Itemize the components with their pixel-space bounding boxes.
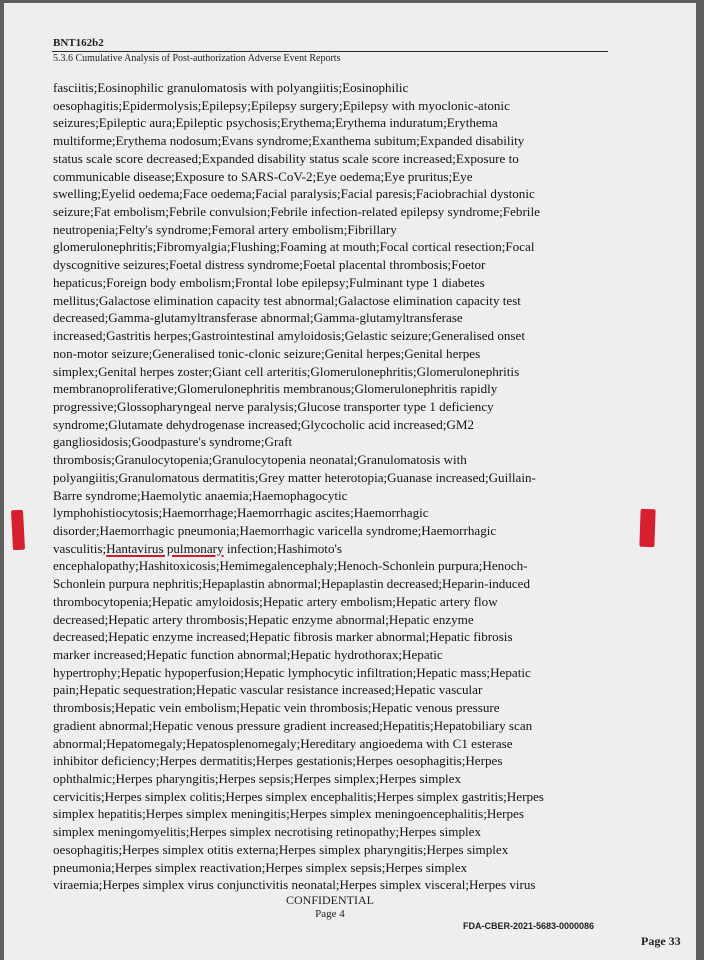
text-line: seizures;Epileptic aura;Epileptic psychosis;Erythema;Erythema induratum;Erythema: [53, 115, 498, 131]
header-divider: [52, 51, 608, 52]
text-line: Barre syndrome;Haemolytic anaemia;Haemophagocytic: [53, 487, 348, 503]
text-line: gradient abnormal;Hepatic venous pressure gradient increased;Hepatitis;Hepatobiliary scan: [53, 717, 533, 733]
text-line: membranoproliferative;Glomerulonephritis membranous;Glomerulonephritis rapidly: [53, 381, 498, 397]
text-line: decreased;Hepatic artery thrombosis;Hepatic enzyme abnormal;Hepatic enzyme: [53, 611, 474, 627]
bates-number: FDA-CBER-2021-5683-0000086: [463, 921, 595, 931]
text-line: gangliosidosis;Goodpasture's syndrome;Graft: [53, 434, 293, 450]
text-line: mellitus;Galactose elimination capacity test abnormal;Galactose elimination capacity test: [53, 292, 521, 308]
text-line: simplex hepatitis;Herpes simplex meningitis;Herpes simplex meningoencephalitis;Herpes: [53, 806, 524, 822]
text-line: encephalopathy;Hashitoxicosis;Hemimegalencephaly;Henoch-Schonlein purpura;Henoch-: [53, 558, 528, 574]
text-line: thrombosis;Granulocytopenia;Granulocytopenia neonatal;Granulomatosis with: [53, 452, 467, 468]
text-line: hypertrophy;Hepatic hypoperfusion;Hepatic lymphocytic infiltration;Hepatic mass;Hepatic: [53, 664, 531, 680]
text-line: status scale score decreased;Expanded disability status scale score increased;Exposure to: [53, 150, 519, 166]
text-line: decreased;Hepatic enzyme increased;Hepatic fibrosis marker abnormal;Hepatic fibrosis: [53, 629, 513, 645]
text-line: hepaticus;Foreign body embolism;Frontal lobe epilepsy;Fulminant type 1 diabetes: [53, 274, 485, 290]
text-line: disorder;Haemorrhagic pneumonia;Haemorrhagic varicella syndrome;Haemorrhagic: [53, 522, 497, 538]
text-line: dyscognitive seizures;Foetal distress syndrome;Foetal placental thrombosis;Foetor: [53, 257, 486, 273]
text-line: viraemia;Herpes simplex virus conjunctivitis neonatal;Herpes simplex visceral;Herpes virus: [53, 877, 536, 893]
text-line: polyangiitis;Granulomatous dermatitis;Grey matter heterotopia;Guanase increased;Guillain-: [53, 469, 536, 485]
page-edge-shadow: [696, 0, 704, 960]
text-line: Schonlein purpura nephritis;Hepaplastin abnormal;Hepaplastin decreased;Heparin-induced: [53, 576, 531, 592]
text-line: decreased;Gamma-glutamyltransferase abnormal;Gamma-glutamyltransferase: [53, 310, 463, 326]
text-line: ophthalmic;Herpes pharyngitis;Herpes sepsis;Herpes simplex;Herpes simplex: [53, 771, 462, 787]
red-marker-right: [639, 509, 655, 548]
red-marker-left: [11, 510, 25, 551]
text-line: thrombocytopenia;Hepatic amyloidosis;Hepatic artery embolism;Hepatic artery flow: [53, 593, 498, 609]
text-line: syndrome;Glutamate dehydrogenase increased;Glycocholic acid increased;GM2: [53, 416, 475, 432]
text-line: progressive;Glossopharyngeal nerve paralysis;Glucose transporter type 1 deficiency: [53, 398, 494, 414]
adverse-event-list: [53, 79, 613, 894]
text-line: communicable disease;Exposure to SARS-CoV-2;Eye oedema;Eye pruritus;Eye: [53, 168, 473, 184]
text-line: non-motor seizure;Generalised tonic-clonic seizure;Genital herpes;Genital herpes: [53, 345, 481, 361]
text-line: thrombosis;Hepatic vein embolism;Hepatic vein thrombosis;Hepatic venous pressure: [53, 700, 500, 716]
text-line: seizure;Fat embolism;Febrile convulsion;Febrile infection-related epilepsy syndrome;Febrile: [53, 204, 540, 220]
text-line: pneumonia;Herpes simplex reactivation;Herpes simplex sepsis;Herpes simplex: [53, 859, 468, 875]
text-line: neutropenia;Felty's syndrome;Femoral artery embolism;Fibrillary: [53, 221, 397, 237]
text-line: simplex meningomyelitis;Herpes simplex necrotising retinopathy;Herpes simplex: [53, 824, 482, 840]
outer-page-number: Page 33: [641, 934, 681, 948]
text-line: lymphohistiocytosis;Haemorrhage;Haemorrhagic ascites;Haemorrhagic: [53, 505, 429, 521]
text-line: oesophagitis;Epidermolysis;Epilepsy;Epilepsy surgery;Epilepsy with myoclonic-atonic: [53, 97, 510, 113]
text-line: marker increased;Hepatic function abnormal;Hepatic hydrothorax;Hepatic: [53, 647, 443, 662]
text-line: inhibitor deficiency;Herpes dermatitis;Herpes gestationis;Herpes oesophagitis;Herpes: [53, 753, 503, 769]
text-line: simplex;Genital herpes zoster;Giant cell arteritis;Glomerulonephritis;Glomerulonephritis: [53, 363, 520, 379]
page-number: Page 4: [315, 908, 345, 920]
text-line: pain;Hepatic sequestration;Hepatic vascular resistance increased;Hepatic vascular: [53, 682, 483, 698]
highlight-line-before: vasculitis;: [53, 540, 107, 556]
text-line: swelling;Eyelid oedema;Face oedema;Facial paralysis;Facial paresis;Faciobrachial dystonic: [53, 186, 535, 202]
highlight-line-after: infection;Hashimoto's: [223, 540, 342, 556]
text-line: abnormal;Hepatomegaly;Hepatosplenomegaly;Hereditary angioedema with C1 esterase: [53, 735, 513, 751]
text-line: multiforme;Erythema nodosum;Evans syndrome;Exanthema subitum;Expanded disability: [53, 133, 525, 149]
text-line: oesophagitis;Herpes simplex otitis externa;Herpes simplex pharyngitis;Herpes simplex: [53, 841, 509, 857]
underlined-term: Hantavirus pulmonary: [106, 540, 224, 556]
text-line: fasciitis;Eosinophilic granulomatosis with polyangiitis;Eosinophilic: [53, 80, 409, 95]
text-line: glomerulonephritis;Fibromyalgia;Flushing;Foaming at mouth;Focal cortical resection;Focal: [53, 239, 535, 255]
section-title: 5.3.6 Cumulative Analysis of Post-authorization Adverse Event Reports: [53, 53, 341, 64]
text-line: cervicitis;Herpes simplex colitis;Herpes simplex encephalitis;Herpes simplex gastritis;Herpes: [53, 788, 544, 804]
document-code: BNT162b2: [53, 37, 104, 49]
highlighted-text-line: [53, 540, 613, 558]
confidential-label: CONFIDENTIAL: [286, 893, 374, 907]
text-line: increased;Gastritis herpes;Gastrointestinal amyloidosis;Gelastic seizure;Generalised onset: [53, 328, 525, 344]
